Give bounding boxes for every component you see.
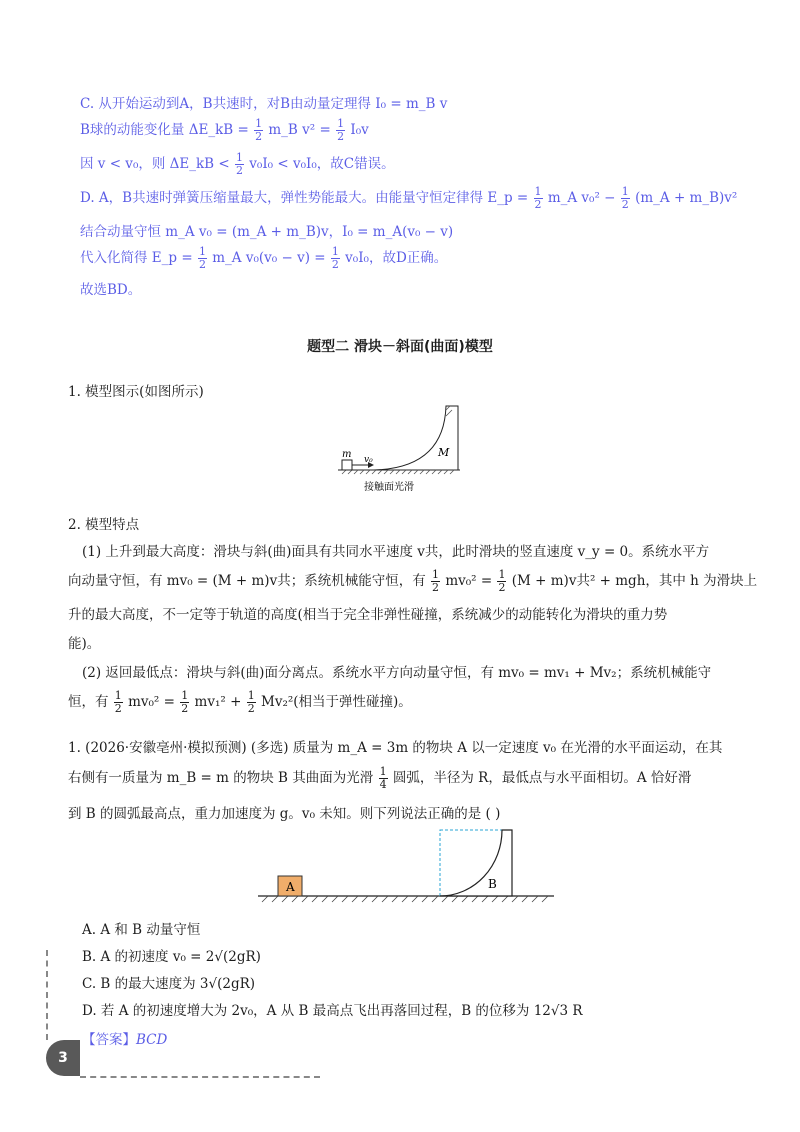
- curved-block-outline: [374, 406, 458, 470]
- feature-1-line-d: 能)。: [68, 636, 101, 652]
- option-d: D. 若 A 的初速度增大为 2v₀，A 从 B 最高点飞出再落回过程，B 的位移为 12√3 R: [82, 1003, 583, 1019]
- feature-1-line-a: (1) 上升到最大高度：滑块与斜(曲)面具有共同水平速度 v共，此时滑块的竖直速度 v_y = 0。系统水平方: [82, 544, 710, 560]
- label-b: B: [488, 877, 497, 891]
- solution-line-3: [80, 152, 395, 177]
- fraction-half: $\frac{1}{2}$: [331, 245, 339, 271]
- solution-line-6-mid: m_A v₀(v₀ − v) =: [212, 250, 326, 266]
- page-number: 3: [46, 1040, 80, 1076]
- solution-line-4-pre: D. A，B共速时弹簧压缩量最大，弹性势能最大。由能量守恒定律得 E_p =: [80, 190, 529, 206]
- feature-1-line-b-mid: mv₀² =: [445, 573, 493, 589]
- solution-line-2-pre: B球的动能变化量 ΔE_kB =: [80, 122, 249, 138]
- solution-line-4: [80, 186, 737, 211]
- solution-line-2: [80, 118, 369, 143]
- fraction-half: $\frac{1}{2}$: [337, 117, 345, 143]
- question-line-c: 到 B 的圆弧最高点，重力加速度为 g。v₀ 未知。则下列说法正确的是 ( ): [68, 806, 501, 822]
- feature-2-line-b: [68, 690, 412, 715]
- solution-line-3-pre: 因 v < v₀，则 ΔE_kB <: [80, 156, 230, 172]
- fraction-half: $\frac{1}{2}$: [247, 689, 255, 715]
- slider-block: [342, 460, 352, 470]
- feature-2-line-a: (2) 返回最低点：滑块与斜(曲)面分离点。系统水平方向动量守恒，有 mv₀ = mv₁ + Mv₂；系统机械能守: [82, 665, 712, 681]
- solution-line-2-post: I₀v: [350, 122, 369, 138]
- section-title: 题型二 滑块－斜面(曲面)模型: [307, 339, 493, 355]
- solution-line-4-mid: m_A v₀² −: [547, 190, 616, 206]
- answer-tag: 【答案】: [82, 1032, 136, 1048]
- feature-2-line-b-pre: 恒，有: [68, 694, 109, 710]
- question-line-b-post: 圆弧，半径为 R，最低点与水平面相切。A 恰好滑: [392, 770, 692, 786]
- block-b-outline: [440, 830, 512, 896]
- feature-1-line-b-post: (M + m)v共² + mgh，其中 h 为滑块上: [511, 573, 758, 589]
- question-line-a: 1. (2026·安徽亳州·模拟预测) (多选) 质量为 m_A = 3m 的物块 A 以一定速度 v₀ 在光滑的水平面运动，在其: [68, 740, 723, 756]
- fraction-half: $\frac{1}{2}$: [236, 151, 243, 177]
- solution-line-6-post: v₀I₀，故D正确。: [345, 250, 448, 266]
- answer-line: [82, 1028, 167, 1048]
- fraction-half: $\frac{1}{2}$: [198, 245, 206, 271]
- option-b: B. A 的初速度 v₀ = 2√(2gR): [82, 949, 261, 965]
- solution-line-5: 结合动量守恒 m_A v₀ = (m_A + m_B)v，I₀ = m_A(v₀ − v): [80, 224, 454, 240]
- footer-dashed-line: [80, 1076, 320, 1078]
- fraction-half: $\frac{1}{2}$: [621, 185, 629, 211]
- solution-line-2-mid: m_B v² =: [268, 122, 331, 138]
- fraction-half: $\frac{1}{2}$: [181, 689, 189, 715]
- fraction-half: $\frac{1}{2}$: [114, 689, 122, 715]
- label-v0: v₀: [364, 455, 373, 465]
- solution-line-1: C. 从开始运动到A，B共速时，对B由动量定理得 I₀ = m_B v: [80, 96, 448, 112]
- block-arc-figure: [256, 828, 556, 908]
- margin-dashed-line: [46, 950, 48, 1040]
- solution-line-3-post: v₀I₀ < v₀I₀，故C错误。: [249, 156, 395, 172]
- feature-1-line-b: [68, 569, 757, 594]
- fraction-half: $\frac{1}{2}$: [534, 185, 542, 211]
- feature-2-line-b-post: Mv₂²(相当于弹性碰撞)。: [261, 694, 412, 710]
- question-line-b-pre: 右侧有一质量为 m_B = m 的物块 B 其曲面为光滑: [68, 770, 374, 786]
- slider-curve-figure: [334, 402, 464, 494]
- feature-2-line-b-m1: mv₀² =: [128, 694, 175, 710]
- question-line-b: [68, 766, 691, 791]
- fraction-quarter: $\frac{1}{4}$: [379, 765, 387, 791]
- ground-hatch: [262, 896, 548, 902]
- feature-2-line-b-m2: mv₁² +: [194, 694, 242, 710]
- item-1-heading: 1. 模型图示(如图所示): [68, 384, 204, 400]
- solution-line-6: [80, 246, 447, 271]
- solution-line-4-post: (m_A + m_B)v²: [635, 190, 738, 206]
- feature-1-line-c: 升的最大高度，不一定等于轨道的高度(相当于完全非弹性碰撞，系统减少的动能转化为滑块的重力势: [68, 607, 668, 623]
- label-M: M: [438, 446, 450, 459]
- fraction-half: $\frac{1}{2}$: [498, 568, 506, 594]
- fraction-half: $\frac{1}{2}$: [432, 568, 440, 594]
- solution-line-7: 故选BD。: [80, 282, 142, 298]
- option-a: A. A 和 B 动量守恒: [82, 922, 201, 938]
- fraction-half: $\frac{1}{2}$: [255, 117, 263, 143]
- label-a: A: [286, 880, 295, 894]
- option-c: C. B 的最大速度为 3√(2gR): [82, 976, 256, 992]
- feature-1-line-b-pre: 向动量守恒，有 mv₀ = (M + m)v共；系统机械能守恒，有: [68, 573, 426, 589]
- figure-caption: 接触面光滑: [364, 482, 414, 493]
- solution-line-6-pre: 代入化简得 E_p =: [80, 250, 193, 266]
- label-m: m: [342, 449, 352, 460]
- item-2-heading: 2. 模型特点: [68, 517, 140, 533]
- answer-value: BCD: [136, 1032, 168, 1048]
